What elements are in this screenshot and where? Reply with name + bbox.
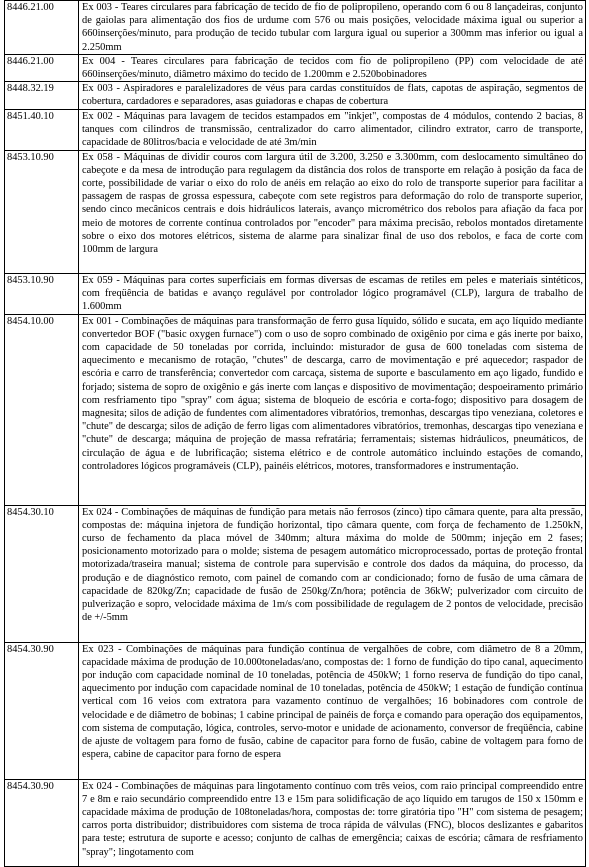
ex-description: Ex 004 - Teares circulares para fabricação de tecidos com fio de polipropileno (PP) com velocidade de até 660inserções/minuto, diâmetro máximo do tecido de 1.200mm e 2.520bobinadores: [79, 54, 586, 81]
ex-description: Ex 024 - Combinações de máquinas para lingotamento contínuo com três veios, com raio principal compreendido entre 7 e 8m e raio secundário compreendido entre 13 e 15m para solidificação de aço líquido em tarugos de 150 x 150mm e capacidade máxima de produção de 108toneladas/hora, compostas de: torre giratória tipo "H" com sistema de pesagem; carros porta distribuidor; distribuidores com sistema de troca rápida de válvulas (FNC), blocos deslizantes e gabaritos para teste; estrutura de suporte e acesso; conjunto de calhas de emergência; caixas de escória; câmara de resfriamento "spray"; lingotamento com: [79, 779, 586, 866]
document-table: [4, 0, 585, 867]
ex-description: Ex 059 - Máquinas para cortes superficiais em formas diversas de escamas de retiles em peles e materiais sintéticos, com freqüência de batidas e avanço regulável por controlador lógico programável (CLP), largura de trabalho de 1.600mm: [79, 273, 586, 314]
ncm-code: 8448.32.19: [5, 82, 79, 109]
ncm-code: 8453.10.90: [5, 150, 79, 273]
table-row: [5, 779, 586, 866]
table-row: [5, 1, 586, 55]
ex-description: Ex 003 - Aspiradores e paralelizadores de véus para cardas constituídos de flats, capotas de aspiração, segmentos de cobertura, cardadores e separadores, asas guiadoras e chapas de cobertura: [79, 82, 586, 109]
ncm-code: 8454.30.90: [5, 642, 79, 779]
table-row: [5, 150, 586, 273]
ncm-code: 8454.10.00: [5, 314, 79, 505]
ncm-code: 8451.40.10: [5, 109, 79, 150]
table-row: [5, 54, 586, 81]
ex-description: Ex 001 - Combinações de máquinas para transformação de ferro gusa líquido, sólido e sucata, em aço líquido mediante convertedor BOF ("basic oxygen furnace") com o uso de sopro combinado de oxigênio por cima e gás inerte por baixo, com capacidade de 50 toneladas por corrida, incluindo: misturador de gusa de 600 toneladas com sistema de aquecimento e mecanismo de rotação, "chutes" de descarga, carro de movimentação e pré aquecedor; raspador de escória e carro de transferência; convertedor com carcaça, sistema de suporte e basculamento em aço ligado, fundido e forjado; sistema de sopro de oxigênio e gás inerte com lanças e dispositivo de movimentação; despoeiramento primário com resfriamento tipo "spray" com água; sistema de bloqueio de escória e corta-fogo; dispositivo para dosagem de magnesita; silos de adição de fundentes com alimentadores vibratórios, tremonhas, descargas tipo veneziana, coletores e "chute" de descarga; silos de adição de ferro ligas com alimentadores vibratórios, tremonhas, descargas tipo veneziana e "chute" de descarga; máquina de projeção de massa refratária; ferramentais; sistemas hidráulicos, pneumáticos, de circulação de água e de lubrificação; sistema elétrico e de controle automático incluindo estações de comando, controladores lógicos programáveis (CLP), painéis elétricos, motores, transformadores e instrumentação.: [79, 314, 586, 505]
ex-description: Ex 058 - Máquinas de dividir couros com largura útil de 3.200, 3.250 e 3.300mm, com deslocamento simultâneo do cabeçote e da mesa de introdução para regulagem da distância dos rolos de transporte em relação à posição da faca de corte, possibilidade de variar o eixo do rolo de anéis em relação ao eixo do rolo de transporte superior para facilitar a passagem de raspas de grossa espessura, cabeçote com sete registros para deformação do rolo de transporte superior, sendo cinco mecânicos centrais e dois hidráulicos laterais, avanço micrométrico dos rebolos para afiação da faca por meio de motores de corrente contínua controlados por "encoder" para máxima precisão, rebolos montados diretamente sobre o eixo dos motores elétricos, sistema de alarme para sinalizar final de uso dos rebolos, e faca de corte com 100mm de largura: [79, 150, 586, 273]
ncm-code: 8446.21.00: [5, 54, 79, 81]
table-row: [5, 505, 586, 642]
ncm-code: 8454.30.90: [5, 779, 79, 866]
ncm-code: 8454.30.10: [5, 505, 79, 642]
table-row: [5, 642, 586, 779]
ex-description: Ex 023 - Combinações de máquinas para fundição contínua de vergalhões de cobre, com diâmetro de 8 a 20mm, capacidade máxima de produção de 10.000toneladas/ano, compostas de: 1 forno de fundição do tipo canal, aquecimento por indução com capacidade nominal de 10 toneladas, potência de 450kW; 1 forno reserva de fundição do tipo canal, aquecimento por indução com capacidade nominal de 10 toneladas, potência de 450kW; 1 estação de fundição contínua vertical com 16 veios com extratora para vazamento contínuo de vergalhões; 16 bobinadores com controle de velocidade e de diâmetro de bobinas; 1 cabine principal de painéis de força e comando para operação dos equipamentos, com sistema de computação, lógica, controles, servo-motor e unidade de acionamento, conversor de freqüência, cabine de ajuste de voltagem para forno de fusão, cabine de capacitor para forno de fusão, cabine de voltagem para forno de espera, cabine de capacitor para forno de espera: [79, 642, 586, 779]
ex-description: Ex 003 - Teares circulares para fabricação de tecido de fio de polipropileno, operando com 6 ou 8 lançadeiras, conjunto de gaiolas para alimentação dos fios de urdume com 576 ou mais posições, velocidade máxima igual ou superior a 660inserções/minuto, para produção de tecido tubular com largura igual ou superior a 300mm mas inferior ou igual a 2.250mm: [79, 1, 586, 55]
ncm-code: 8453.10.90: [5, 273, 79, 314]
ex-description: Ex 024 - Combinações de máquinas de fundição para metais não ferrosos (zinco) tipo câmara quente, para alta pressão, compostas de: máquina injetora de fundição horizontal, tipo câmara quente, com força de fechamento de 1.250kN, curso de fechamento da placa móvel de 340mm; altura máxima do molde de 500mm; injeção em 2 fases; posicionamento motorizado para o molde; sistema de pesagem automático microprocessado, portas de proteção frontal motorizada/traseira manual; sistema de controle para supervisão e controle dos dados da máquina, do processo, da produção e de diagnóstico remoto, com painel de comando com ar condicionado; forno de fusão de uma câmara de capacidade de 820kg/Zn; capacidade de fusão de 250kg/Zn/hora; potência de 36kW; pulverizador com circuito de pulverização e sopro, velocidade máxima de 1m/s com possibilidade de regulagem de 2 pontos de velocidade, precisão de +/-5mm: [79, 505, 586, 642]
table-row: [5, 82, 586, 109]
tariff-table: [4, 0, 586, 867]
ncm-code: 8446.21.00: [5, 1, 79, 55]
table-row: [5, 109, 586, 150]
ex-description: Ex 002 - Máquinas para lavagem de tecidos estampados em "inkjet", compostas de 4 módulos, contendo 2 bacias, 8 tanques com cilindros de transmissão, centralizador do carro alimentador, cilindro extrator, carro de transporte, capacidade de 80litros/bacia e velocidade de até 3m/min: [79, 109, 586, 150]
table-row: [5, 273, 586, 314]
table-row: [5, 314, 586, 505]
